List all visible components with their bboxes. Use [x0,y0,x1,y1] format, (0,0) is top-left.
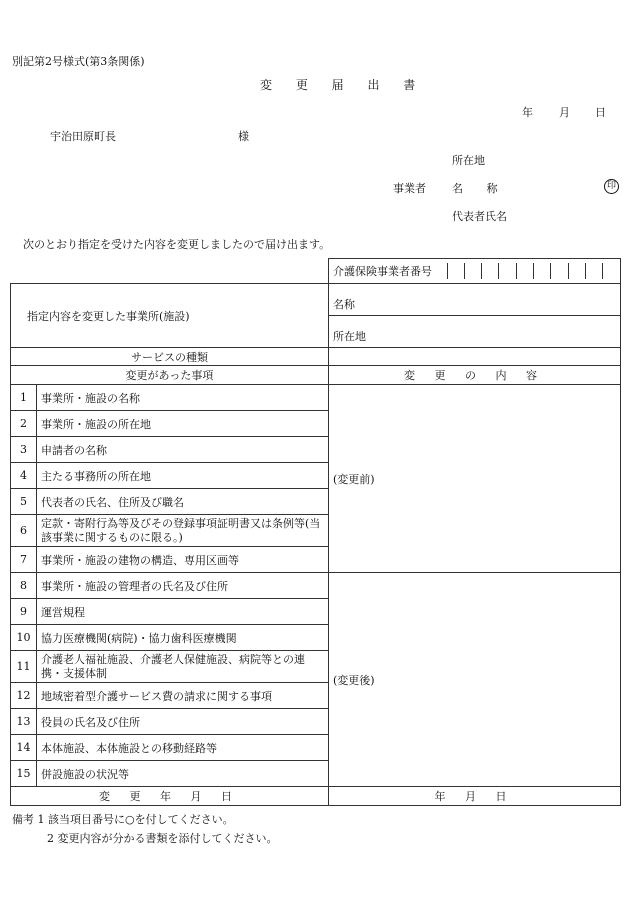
item-number: 12 [11,683,37,709]
provider-number-cell [329,259,621,284]
change-form-table [10,258,621,806]
item-number: 5 [11,489,37,515]
digit-box[interactable] [447,263,464,279]
item-text: 事業所・施設の管理者の氏名及び住所 [37,573,329,599]
digit-box[interactable] [516,263,533,279]
digit-box[interactable] [499,263,516,279]
addressee: 宇治田原町長 [50,130,116,143]
digit-box[interactable] [551,263,568,279]
document-title: 変 更 届 出 書 [260,78,426,92]
item-text: 介護老人福祉施設、介護老人保健施設、病院等との連携・支援体制 [37,651,329,683]
item-number: 3 [11,437,37,463]
item-number: 2 [11,411,37,437]
office-name-field[interactable]: 名称 [329,284,621,316]
date-month-field[interactable]: 月 [559,106,570,119]
item-text: 代表者の氏名、住所及び職名 [37,489,329,515]
item-text: 主たる事務所の所在地 [37,463,329,489]
item-number: 13 [11,709,37,735]
item-text: 協力医療機関(病院)・協力歯科医療機関 [37,625,329,651]
item-text: 地域密着型介護サービス費の請求に関する事項 [37,683,329,709]
digit-box[interactable] [464,263,481,279]
item-number: 8 [11,573,37,599]
item-text: 事業所・施設の名称 [37,385,329,411]
item-number: 4 [11,463,37,489]
item-text: 定款・寄附行為等及びその登録事項証明書又は条例等(当該事業に関するものに限る。) [37,515,329,547]
item-text: 併設施設の状況等 [37,761,329,787]
service-type-label: サービスの種類 [11,348,329,366]
provider-number-label: 介護保険事業者番号 [333,265,432,278]
item-number: 1 [11,385,37,411]
blank-cell [11,259,329,284]
item-text: 申請者の名称 [37,437,329,463]
change-content-header: 変 更 の 内 容 [329,366,621,385]
digit-box[interactable] [603,263,620,279]
item-text: 本体施設、本体施設との移動経路等 [37,735,329,761]
item-number: 11 [11,651,37,683]
item-text: 役員の氏名及び住所 [37,709,329,735]
item-number: 9 [11,599,37,625]
applicant-label: 事業者 [393,182,426,195]
digit-box[interactable] [585,263,602,279]
item-number: 10 [11,625,37,651]
item-text: 運営規程 [37,599,329,625]
note-2: 2 変更内容が分かる書類を添付してください。 [47,832,278,845]
after-change-field[interactable]: (変更後) [329,573,621,787]
office-label: 指定内容を変更した事業所(施設) [11,284,329,348]
digit-box[interactable] [533,263,550,279]
honorific: 様 [238,130,249,143]
item-number: 15 [11,761,37,787]
change-date-label: 変 更 年 月 日 [11,787,329,806]
applicant-name-label: 名 称 [452,182,508,195]
changed-items-header: 変更があった事項 [11,366,329,385]
change-date-field[interactable]: 年 月 日 [329,787,621,806]
item-number: 7 [11,547,37,573]
representative-label: 代表者氏名 [452,210,507,223]
form-number: 別記第2号様式(第3条関係) [12,55,145,68]
digit-box[interactable] [482,263,499,279]
item-number: 14 [11,735,37,761]
applicant-address-label: 所在地 [452,154,485,167]
seal-mark: 印 [604,179,619,194]
before-change-field[interactable]: (変更前) [329,385,621,573]
date-year-field[interactable]: 年 [522,106,533,119]
digit-box[interactable] [568,263,585,279]
service-type-field[interactable] [329,348,621,366]
item-text: 事業所・施設の所在地 [37,411,329,437]
office-address-field[interactable]: 所在地 [329,316,621,348]
item-number: 6 [11,515,37,547]
item-text: 事業所・施設の建物の構造、専用区画等 [37,547,329,573]
note-1: 備考 1 該当項目番号に○を付してください。 [12,813,234,826]
date-day-field[interactable]: 日 [595,106,606,119]
intro-text: 次のとおり指定を受けた内容を変更しましたので届け出ます。 [23,238,331,251]
